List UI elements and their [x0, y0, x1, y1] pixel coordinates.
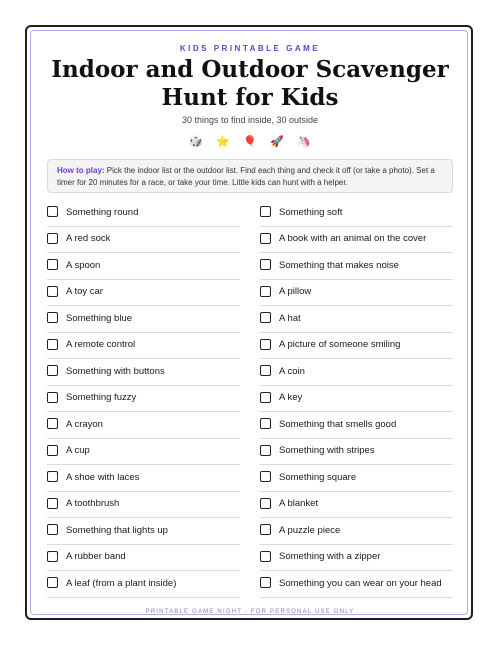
checkbox[interactable]: [260, 286, 271, 297]
checklist-item-label: A blanket: [279, 498, 319, 509]
checklist-item: [260, 571, 453, 598]
checklist-item-label: Something soft: [279, 206, 343, 218]
checklist-item: [260, 253, 453, 280]
star-icon: ⭐: [216, 136, 230, 148]
checklist-item-label: A shoe with laces: [66, 471, 140, 483]
kicker-label: KIDS PRINTABLE GAME: [179, 44, 321, 53]
checklist-item: [260, 359, 453, 386]
checkbox[interactable]: [260, 392, 271, 403]
checklist-item-label: A red sock: [66, 233, 111, 244]
checklist-item-label: Something square: [279, 471, 357, 483]
rocket-icon: 🚀: [270, 136, 284, 148]
checklist-item: [47, 545, 240, 572]
checklist-item: [47, 306, 240, 333]
checklist-item-label: Something that smells good: [279, 418, 397, 430]
checklist-item-label: A toothbrush: [66, 498, 120, 509]
unicorn-icon: 🦄: [297, 136, 311, 148]
checkbox[interactable]: [260, 365, 271, 376]
checklist-item-label: A picture of someone smiling: [279, 339, 401, 350]
checklist-item: [47, 386, 240, 413]
checklist-item: [260, 412, 453, 439]
checkbox[interactable]: [47, 471, 58, 482]
checkbox[interactable]: [260, 498, 271, 509]
checklist-item: [260, 280, 453, 307]
checkbox[interactable]: [260, 551, 271, 562]
checklist-item: [47, 253, 240, 280]
balloon-icon: 🎈: [243, 136, 257, 148]
checklist-item-label: A book with an animal on the cover: [279, 233, 427, 244]
checklist-item-label: A toy car: [66, 286, 103, 297]
checklist-item-label: A rubber band: [66, 551, 126, 562]
footer-note: PRINTABLE GAME NIGHT · FOR PERSONAL USE ONLY: [145, 609, 355, 615]
checklist-item: [47, 465, 240, 492]
page-title: Indoor and Outdoor Scavenger Hunt for Kids: [51, 56, 449, 111]
checkbox[interactable]: [260, 418, 271, 429]
checklist-item-label: Something that makes noise: [279, 259, 399, 271]
checklist-item-label: Something you can wear on your head: [279, 577, 442, 589]
checkbox[interactable]: [260, 259, 271, 270]
checklist-item-label: A leaf (from a plant inside): [66, 577, 177, 589]
checklist-item: [47, 492, 240, 519]
checklist-item: [47, 439, 240, 466]
checkbox[interactable]: [47, 551, 58, 562]
checkbox[interactable]: [260, 524, 271, 535]
checklist-item: [260, 333, 453, 360]
checklist-item-label: A hat: [279, 312, 301, 324]
checkbox[interactable]: [260, 577, 271, 588]
checklist-item: [260, 545, 453, 572]
decorative-icon-row: [0, 134, 500, 150]
checklist-item: [260, 306, 453, 333]
checkbox[interactable]: [47, 312, 58, 323]
checklist-item: [47, 227, 240, 254]
checkbox[interactable]: [260, 206, 271, 217]
checkbox[interactable]: [47, 392, 58, 403]
checklist-item-label: A puzzle piece: [279, 524, 341, 536]
checkbox[interactable]: [47, 339, 58, 350]
checklist-item-label: A cup: [66, 445, 90, 456]
how-to-play-box: [47, 159, 453, 193]
checklist-item-label: A crayon: [66, 418, 103, 430]
checklist-item: [260, 518, 453, 545]
checklist-item: [260, 227, 453, 254]
checkbox[interactable]: [47, 365, 58, 376]
checklist-right-column: [260, 200, 453, 598]
checklist-item-label: Something fuzzy: [66, 392, 137, 403]
checkbox[interactable]: [47, 206, 58, 217]
checklist-item: [47, 571, 240, 598]
checklist-item: [260, 492, 453, 519]
checklist-item: [47, 333, 240, 360]
checklist-item: [260, 439, 453, 466]
checkbox[interactable]: [260, 471, 271, 482]
checkbox[interactable]: [47, 524, 58, 535]
checklist-item: [47, 280, 240, 307]
checklist-item: [47, 412, 240, 439]
checklist-item-label: A coin: [279, 365, 305, 377]
checklist-item: [260, 465, 453, 492]
checklist-item-label: A key: [279, 392, 303, 403]
how-to-play-label: How to play:: [57, 166, 105, 175]
checklist-item-label: Something with stripes: [279, 445, 375, 456]
checkbox[interactable]: [47, 286, 58, 297]
checkbox[interactable]: [47, 259, 58, 270]
checklist-left-column: [47, 200, 240, 598]
checklist-item-label: A remote control: [66, 339, 136, 350]
checkbox[interactable]: [47, 445, 58, 456]
checkbox[interactable]: [47, 233, 58, 244]
checklist-item-label: A pillow: [279, 286, 312, 297]
checkbox[interactable]: [260, 312, 271, 323]
checklist-item-label: Something blue: [66, 312, 133, 324]
dice-icon: 🎲: [189, 136, 203, 148]
checkbox[interactable]: [47, 577, 58, 588]
checkbox[interactable]: [47, 418, 58, 429]
checklist-item-label: Something round: [66, 206, 139, 218]
checkbox[interactable]: [260, 233, 271, 244]
page-subtitle: 30 things to find inside, 30 outside: [181, 115, 319, 125]
checkbox[interactable]: [260, 445, 271, 456]
checklist-item-label: Something with buttons: [66, 365, 165, 377]
checklist-item: [47, 200, 240, 227]
checklist-item: [47, 359, 240, 386]
checklist-item: [260, 386, 453, 413]
how-to-play-text: Pick the indoor list or the outdoor list. Find each thing and check it off (or take a photo). Set a timer for 20 minutes for a race, or take your time. Little kids can hunt with a helper.: [57, 166, 435, 187]
checklist-item: [47, 518, 240, 545]
checkbox[interactable]: [47, 498, 58, 509]
checklist-item-label: Something with a zipper: [279, 551, 381, 562]
checklist-item-label: Something that lights up: [66, 524, 168, 536]
checkbox[interactable]: [260, 339, 271, 350]
checklist-item-label: A spoon: [66, 259, 101, 271]
checklist-item: [260, 200, 453, 227]
